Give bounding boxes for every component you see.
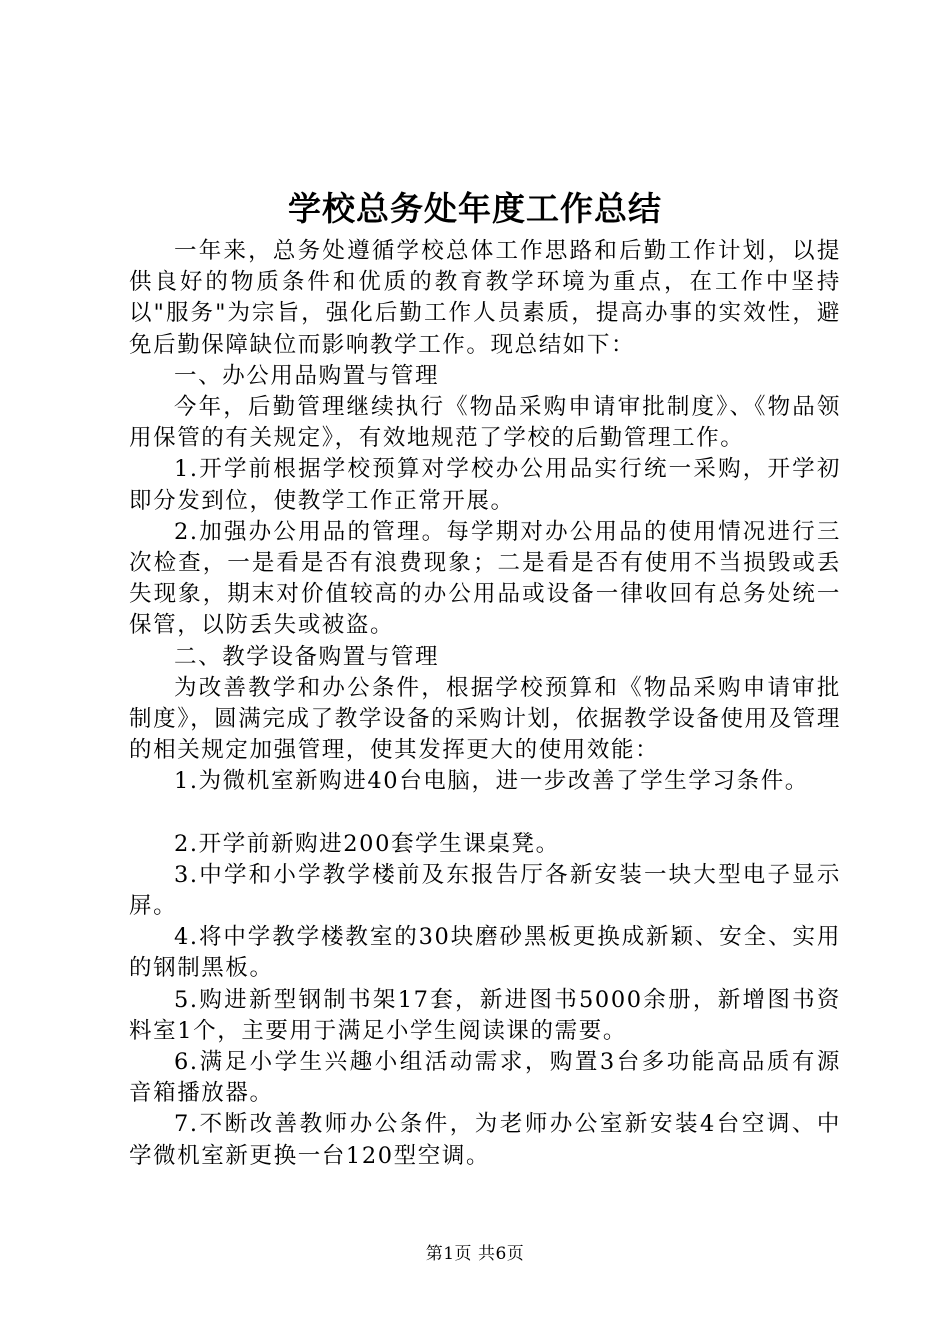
paragraph-equipment-intro: 为改善教学和办公条件，根据学校预算和《物品采购申请审批制度》，圆满完成了教学设备的采购计划，依据教学设备使用及管理的相关规定加强管理，使其发挥更大的使用效能： bbox=[129, 674, 841, 764]
list-item-equipment-6: 6.满足小学生兴趣小组活动需求，购置3台多功能高品质有源音箱播放器。 bbox=[129, 1049, 841, 1107]
paragraph-office-rules: 今年，后勤管理继续执行《物品采购申请审批制度》、《物品领用保管的有关规定》，有效地规范了学校的后勤管理工作。 bbox=[129, 394, 841, 452]
list-item-equipment-7: 7.不断改善教师办公条件，为老师办公室新安装4台空调、中学微机室新更换一台120型空调。 bbox=[129, 1111, 841, 1169]
list-item-equipment-5: 5.购进新型钢制书架17套，新进图书5000余册，新增图书资料室1个，主要用于满足小学生阅读课的需要。 bbox=[129, 986, 841, 1044]
page-footer: 第1页 共6页 bbox=[425, 1244, 525, 1264]
list-item-equipment-1: 1.为微机室新购进40台电脑，进一步改善了学生学习条件。 bbox=[174, 768, 809, 795]
list-item-equipment-4: 4.将中学教学楼教室的30块磨砂黑板更换成新颖、安全、实用的钢制黑板。 bbox=[129, 924, 841, 982]
list-item-equipment-2: 2.开学前新购进200套学生课桌凳。 bbox=[174, 830, 560, 857]
list-item-office-1: 1.开学前根据学校预算对学校办公用品实行统一采购，开学初即分发到位，使教学工作正常开展。 bbox=[129, 456, 841, 514]
list-item-office-2: 2.加强办公用品的管理。每学期对办公用品的使用情况进行三次检查，一是看是否有浪费现象；二是看是否有使用不当损毁或丢失现象，期末对价值较高的办公用品或设备一律收回有总务处统一保管，以防丢失或被盗。 bbox=[129, 518, 841, 639]
document-title: 学校总务处年度工作总结 bbox=[288, 189, 662, 228]
list-item-equipment-3: 3.中学和小学教学楼前及东报告厅各新安装一块大型电子显示屏。 bbox=[129, 861, 841, 920]
intro-paragraph: 一年来，总务处遵循学校总体工作思路和后勤工作计划，以提供良好的物质条件和优质的教育教学环境为重点，在工作中坚持以"服务"为宗旨，强化后勤工作人员素质，提高办事的实效性，避免后勤保障缺位而影响教学工作。现总结如下： bbox=[129, 238, 841, 358]
blank-line bbox=[129, 798, 841, 829]
document-body bbox=[129, 236, 841, 1172]
section-heading-teaching-equipment: 二、教学设备购置与管理 bbox=[174, 643, 440, 670]
section-heading-office-supplies: 一、办公用品购置与管理 bbox=[174, 362, 440, 389]
